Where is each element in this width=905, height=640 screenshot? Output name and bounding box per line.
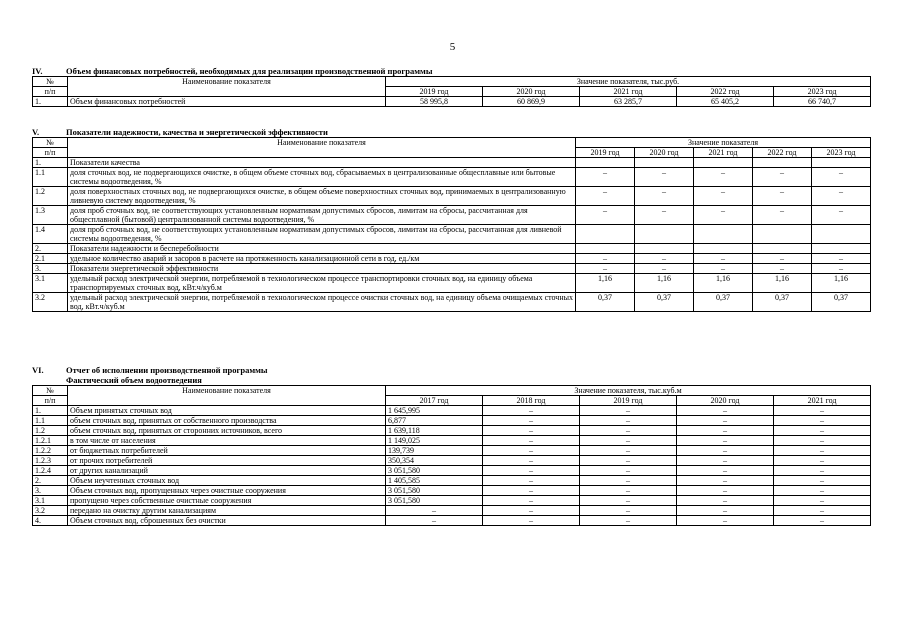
section-program-report bbox=[32, 365, 871, 526]
row-value: 1 149,025 bbox=[386, 436, 483, 446]
header-value: Значение показателя, тыс.куб.м bbox=[386, 386, 871, 396]
year-header: 2020 год bbox=[483, 87, 580, 97]
row-name: от бюджетных потребителей bbox=[68, 446, 386, 456]
wastewater-volume-table bbox=[32, 385, 871, 526]
row-value: – bbox=[580, 496, 677, 506]
row-value: – bbox=[753, 168, 812, 187]
row-value: – bbox=[774, 446, 871, 456]
table-row bbox=[33, 486, 871, 496]
row-value: – bbox=[774, 486, 871, 496]
row-value: – bbox=[483, 406, 580, 416]
section-title: VI. Отчет об исполнении производственной программы bbox=[32, 365, 268, 375]
row-name: доля поверхностных сточных вод, не подвергающихся очистке, в общем объеме поверхностных сточных вод, принимаемых в централизованную ливневую систему водоотведения, % bbox=[68, 187, 576, 206]
header-name: Наименование показателя bbox=[68, 138, 576, 158]
row-value: – bbox=[576, 187, 635, 206]
row-name: доля проб сточных вод, не соответствующих установленным нормативам допустимых сбросов, лимитам на сбросы, рассчитанная для общесплавной (бытовой) централизованной системы водоотведения, % bbox=[68, 206, 576, 225]
row-value: 350,354 bbox=[386, 456, 483, 466]
row-value: 1,16 bbox=[753, 274, 812, 293]
row-value: – bbox=[580, 506, 677, 516]
header-no: № bbox=[33, 138, 68, 148]
row-value: – bbox=[483, 426, 580, 436]
table-row bbox=[33, 516, 871, 526]
row-value: 0,37 bbox=[753, 293, 812, 312]
row-value: – bbox=[483, 416, 580, 426]
table-row bbox=[33, 456, 871, 466]
row-value: – bbox=[677, 516, 774, 526]
row-value: 1 645,995 bbox=[386, 406, 483, 416]
table-row bbox=[33, 225, 871, 244]
row-no: 3.1 bbox=[33, 496, 68, 506]
row-value bbox=[753, 158, 812, 168]
row-value: 3 051,580 bbox=[386, 486, 483, 496]
table-row bbox=[33, 496, 871, 506]
row-value: – bbox=[812, 254, 871, 264]
financial-needs-table bbox=[32, 76, 871, 107]
row-value: – bbox=[483, 466, 580, 476]
row-name: Объем сточных вод, сброшенных без очистки bbox=[68, 516, 386, 526]
row-value: – bbox=[774, 506, 871, 516]
row-name: передано на очистку другим канализациям bbox=[68, 506, 386, 516]
row-value bbox=[694, 225, 753, 244]
year-header: 2019 год bbox=[576, 148, 635, 158]
year-header: 2022 год bbox=[677, 87, 774, 97]
row-value: 6,877 bbox=[386, 416, 483, 426]
year-header: 2021 год bbox=[774, 396, 871, 406]
row-value: – bbox=[677, 456, 774, 466]
row-value: 63 285,7 bbox=[580, 97, 677, 107]
row-value: – bbox=[694, 206, 753, 225]
row-no: 1. bbox=[33, 97, 68, 107]
row-value: – bbox=[483, 516, 580, 526]
row-value: – bbox=[580, 456, 677, 466]
row-value: – bbox=[774, 406, 871, 416]
row-value: – bbox=[580, 476, 677, 486]
row-name: Объем сточных вод, пропущенных через очистные сооружения bbox=[68, 486, 386, 496]
row-no: 1.3 bbox=[33, 206, 68, 225]
row-value bbox=[694, 158, 753, 168]
row-name: объем сточных вод, принятых от сторонних источников, всего bbox=[68, 426, 386, 436]
row-value: – bbox=[753, 187, 812, 206]
row-value: – bbox=[483, 456, 580, 466]
row-no: 3.2 bbox=[33, 293, 68, 312]
row-name: пропущено через собственные очистные сооружения bbox=[68, 496, 386, 506]
row-value: – bbox=[580, 446, 677, 456]
row-name: доля сточных вод, не подвергающихся очистке, в общем объеме сточных вод, сбрасываемых в централизованные общесплавные или бытовые системы водоотведения, % bbox=[68, 168, 576, 187]
year-header: 2019 год bbox=[386, 87, 483, 97]
row-value: 0,37 bbox=[576, 293, 635, 312]
table-row bbox=[33, 244, 871, 254]
header-no-sub: п/п bbox=[33, 148, 68, 158]
row-name: удельное количество аварий и засоров в расчете на протяженность канализационной сети в год, ед./км bbox=[68, 254, 576, 264]
row-name: Показатели энергетической эффективности bbox=[68, 264, 576, 274]
row-value: – bbox=[580, 436, 677, 446]
row-value: – bbox=[483, 496, 580, 506]
row-name: от прочих потребителей bbox=[68, 456, 386, 466]
row-value bbox=[694, 244, 753, 254]
row-value: – bbox=[774, 436, 871, 446]
year-header: 2022 год bbox=[753, 148, 812, 158]
header-name: Наименование показателя bbox=[68, 386, 386, 406]
section-title: IV. Объем финансовых потребностей, необходимых для реализации производственной программы bbox=[32, 66, 433, 76]
row-value: – bbox=[753, 206, 812, 225]
row-value: – bbox=[694, 264, 753, 274]
row-value: 0,37 bbox=[812, 293, 871, 312]
header-no: № bbox=[33, 386, 68, 396]
row-no: 2.1 bbox=[33, 254, 68, 264]
row-value: – bbox=[580, 426, 677, 436]
row-value: 1 639,118 bbox=[386, 426, 483, 436]
row-value: – bbox=[386, 506, 483, 516]
row-value: 1 405,585 bbox=[386, 476, 483, 486]
row-value: – bbox=[774, 516, 871, 526]
year-header: 2020 год bbox=[677, 396, 774, 406]
row-value: – bbox=[677, 416, 774, 426]
row-value: 0,37 bbox=[635, 293, 694, 312]
row-name: Показатели качества bbox=[68, 158, 576, 168]
table-row bbox=[33, 426, 871, 436]
row-value: 58 995,8 bbox=[386, 97, 483, 107]
row-value: 66 740,7 bbox=[774, 97, 871, 107]
row-value: – bbox=[576, 168, 635, 187]
row-value: 1,16 bbox=[812, 274, 871, 293]
row-value: – bbox=[812, 264, 871, 274]
row-value: – bbox=[635, 206, 694, 225]
row-value bbox=[753, 244, 812, 254]
row-value: – bbox=[753, 254, 812, 264]
row-value bbox=[812, 225, 871, 244]
row-value: – bbox=[635, 264, 694, 274]
table-row bbox=[33, 97, 871, 107]
table-row bbox=[33, 476, 871, 486]
row-no: 1.2.2 bbox=[33, 446, 68, 456]
row-value: – bbox=[812, 168, 871, 187]
row-value: – bbox=[677, 476, 774, 486]
row-value: – bbox=[774, 426, 871, 436]
row-value: – bbox=[483, 476, 580, 486]
section-subtitle: Фактический объем водоотведения bbox=[66, 375, 202, 385]
row-value: – bbox=[774, 416, 871, 426]
row-value: – bbox=[677, 496, 774, 506]
row-value: 139,739 bbox=[386, 446, 483, 456]
row-value: – bbox=[576, 254, 635, 264]
row-value: – bbox=[483, 446, 580, 456]
row-name: доля проб сточных вод, не соответствующих установленным нормативам допустимых сбросов, лимитам на сбросы, рассчитанная для ливневой системы водоотведения, % bbox=[68, 225, 576, 244]
row-value: – bbox=[677, 426, 774, 436]
year-header: 2023 год bbox=[812, 148, 871, 158]
row-value: – bbox=[774, 496, 871, 506]
table-row bbox=[33, 506, 871, 516]
table-row bbox=[33, 187, 871, 206]
row-value: – bbox=[774, 466, 871, 476]
row-name: Объем финансовых потребностей bbox=[68, 97, 386, 107]
row-value bbox=[635, 158, 694, 168]
table-row bbox=[33, 446, 871, 456]
row-name: удельный расход электрической энергии, потребляемой в технологическом процессе очистки сточных вод, на единицу объема очищаемых сточных вод, кВт.ч/куб.м bbox=[68, 293, 576, 312]
row-name: Показатели надежности и бесперебойности bbox=[68, 244, 576, 254]
table-row bbox=[33, 466, 871, 476]
row-no: 1.4 bbox=[33, 225, 68, 244]
row-value: – bbox=[812, 206, 871, 225]
row-value: – bbox=[580, 406, 677, 416]
row-value: – bbox=[483, 486, 580, 496]
year-header: 2017 год bbox=[386, 396, 483, 406]
row-no: 2. bbox=[33, 476, 68, 486]
table-row bbox=[33, 293, 871, 312]
row-value bbox=[576, 244, 635, 254]
row-no: 1.2.4 bbox=[33, 466, 68, 476]
row-value: – bbox=[677, 406, 774, 416]
row-value: – bbox=[483, 506, 580, 516]
header-name: Наименование показателя bbox=[68, 77, 386, 97]
row-value: 60 869,9 bbox=[483, 97, 580, 107]
table-row bbox=[33, 158, 871, 168]
row-value bbox=[753, 225, 812, 244]
year-header: 2021 год bbox=[694, 148, 753, 158]
row-value: – bbox=[635, 187, 694, 206]
table-row bbox=[33, 254, 871, 264]
header-no: № bbox=[33, 77, 68, 87]
row-value: – bbox=[580, 466, 677, 476]
row-value: – bbox=[386, 516, 483, 526]
year-header: 2019 год bbox=[580, 396, 677, 406]
reliability-table bbox=[32, 137, 871, 312]
row-value: – bbox=[774, 476, 871, 486]
row-value: – bbox=[576, 206, 635, 225]
row-value: – bbox=[483, 436, 580, 446]
table-row bbox=[33, 274, 871, 293]
row-value: 1,16 bbox=[694, 274, 753, 293]
row-name: объем сточных вод, принятых от собственного производства bbox=[68, 416, 386, 426]
row-value: 1,16 bbox=[576, 274, 635, 293]
row-name: Объем неучтенных сточных вод bbox=[68, 476, 386, 486]
row-value: 1,16 bbox=[635, 274, 694, 293]
row-value: – bbox=[774, 456, 871, 466]
row-no: 1. bbox=[33, 158, 68, 168]
row-value: – bbox=[580, 416, 677, 426]
table-row bbox=[33, 264, 871, 274]
year-header: 2020 год bbox=[635, 148, 694, 158]
row-value bbox=[635, 244, 694, 254]
row-value: 0,37 bbox=[694, 293, 753, 312]
row-no: 2. bbox=[33, 244, 68, 254]
row-value: – bbox=[635, 168, 694, 187]
row-no: 1.1 bbox=[33, 168, 68, 187]
row-value: 65 405,2 bbox=[677, 97, 774, 107]
row-no: 4. bbox=[33, 516, 68, 526]
row-value: 3 051,580 bbox=[386, 466, 483, 476]
year-header: 2023 год bbox=[774, 87, 871, 97]
row-value: – bbox=[580, 486, 677, 496]
header-no-sub: п/п bbox=[33, 87, 68, 97]
year-header: 2018 год bbox=[483, 396, 580, 406]
header-value: Значение показателя bbox=[576, 138, 871, 148]
year-header: 2021 год bbox=[580, 87, 677, 97]
row-value: – bbox=[812, 187, 871, 206]
row-value: – bbox=[677, 506, 774, 516]
table-row bbox=[33, 416, 871, 426]
row-no: 1.2 bbox=[33, 426, 68, 436]
row-name: от других канализаций bbox=[68, 466, 386, 476]
row-name: Объем принятых сточных вод bbox=[68, 406, 386, 416]
row-value: – bbox=[677, 466, 774, 476]
row-no: 1. bbox=[33, 406, 68, 416]
row-value bbox=[812, 244, 871, 254]
table-row bbox=[33, 436, 871, 446]
row-no: 1.2.3 bbox=[33, 456, 68, 466]
row-name: в том числе от населения bbox=[68, 436, 386, 446]
section-reliability-indicators bbox=[32, 127, 871, 312]
table-row bbox=[33, 406, 871, 416]
row-value: – bbox=[580, 516, 677, 526]
row-value bbox=[812, 158, 871, 168]
row-value: – bbox=[694, 168, 753, 187]
table-row bbox=[33, 168, 871, 187]
row-value: – bbox=[677, 436, 774, 446]
section-financial-needs bbox=[32, 66, 871, 107]
page-number: 5 bbox=[449, 41, 456, 53]
row-value: – bbox=[677, 486, 774, 496]
section-title: V. Показатели надежности, качества и энергетической эффективности bbox=[32, 127, 328, 137]
row-name: удельный расход электрической энергии, потребляемой в технологическом процессе транспортировки сточных вод, на единицу объема транспортируемых сточных вод, кВт.ч/куб.м bbox=[68, 274, 576, 293]
row-value bbox=[576, 225, 635, 244]
row-no: 1.2 bbox=[33, 187, 68, 206]
row-value: – bbox=[576, 264, 635, 274]
row-value: – bbox=[694, 254, 753, 264]
row-no: 1.2.1 bbox=[33, 436, 68, 446]
row-no: 3. bbox=[33, 486, 68, 496]
row-no: 3. bbox=[33, 264, 68, 274]
row-no: 3.1 bbox=[33, 274, 68, 293]
row-no: 1.1 bbox=[33, 416, 68, 426]
row-value: 3 051,580 bbox=[386, 496, 483, 506]
header-no-sub: п/п bbox=[33, 396, 68, 406]
row-value bbox=[576, 158, 635, 168]
row-value: – bbox=[677, 446, 774, 456]
header-value: Значение показателя, тыс.руб. bbox=[386, 77, 871, 87]
row-value: – bbox=[635, 254, 694, 264]
table-row bbox=[33, 206, 871, 225]
row-no: 3.2 bbox=[33, 506, 68, 516]
row-value: – bbox=[753, 264, 812, 274]
row-value: – bbox=[694, 187, 753, 206]
row-value bbox=[635, 225, 694, 244]
